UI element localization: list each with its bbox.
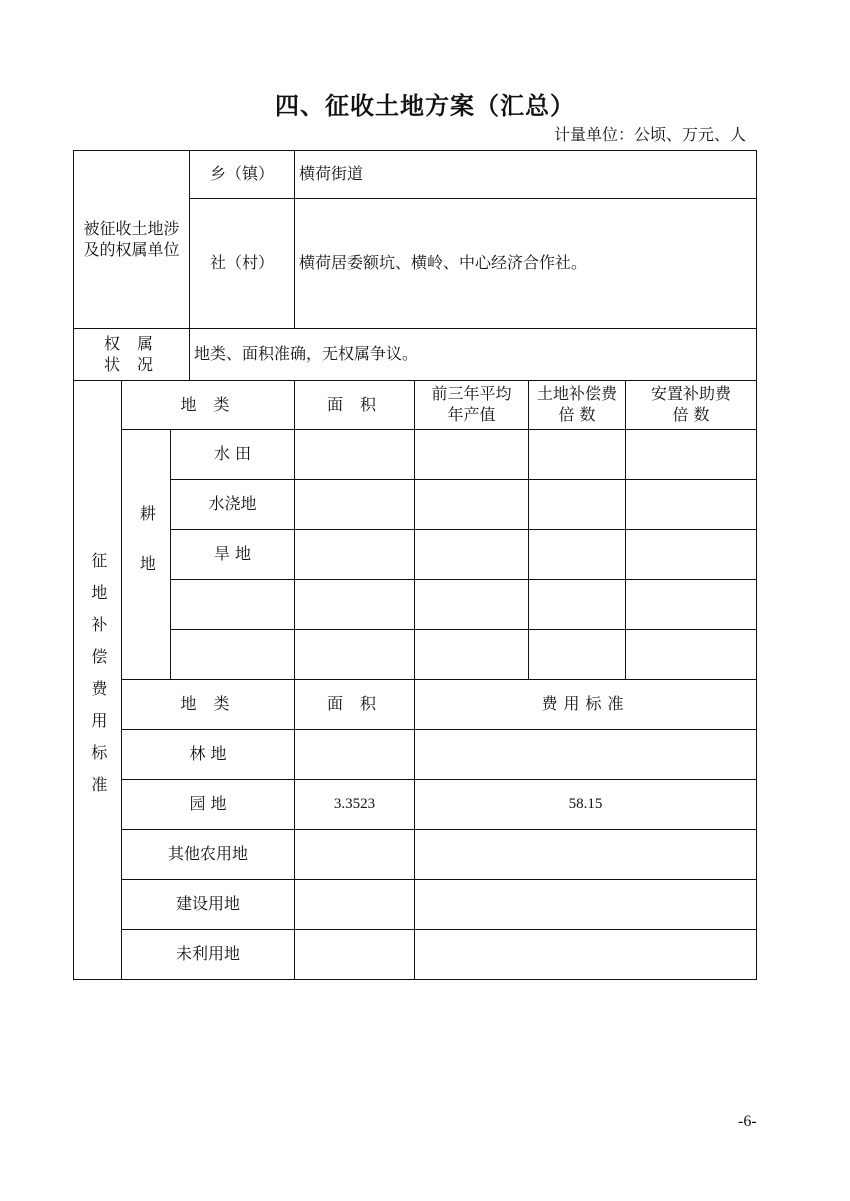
cultivated-group-label: 耕地 <box>137 504 157 605</box>
land-name: 园 地 <box>189 794 227 814</box>
ownership-status-value: 地类、面积准确，无权属争议。 <box>194 344 419 364</box>
land-name: 建设用地 <box>175 894 240 914</box>
avg-output-value <box>415 430 528 479</box>
measurement-unit: 计量单位：公顷、万元、人 <box>553 125 746 144</box>
ownership-section-label: 被征收土地涉及的权属单位 <box>83 218 180 259</box>
other-header-standard: 费用标准 <box>541 694 630 714</box>
standard-value <box>415 830 756 879</box>
avg-output-value <box>415 630 528 679</box>
header-land-multiplier: 土地补偿费倍 数 <box>536 384 617 424</box>
village-label: 社（村） <box>209 253 274 273</box>
town-label: 乡（镇） <box>209 164 274 184</box>
standard-value <box>415 730 756 779</box>
land-name <box>171 580 294 629</box>
resettle-mult-value <box>626 480 756 529</box>
area-value <box>295 430 414 479</box>
area-value <box>295 880 414 929</box>
village-value: 横荷居委额坑、横岭、中心经济合作社。 <box>299 253 588 273</box>
header-avg-output: 前三年平均年产值 <box>431 384 512 424</box>
land-mult-value <box>529 530 625 579</box>
land-name: 旱 地 <box>213 544 252 564</box>
avg-output-value <box>415 530 528 579</box>
standard-value <box>415 880 756 929</box>
standard-value <box>415 930 756 979</box>
land-mult-value <box>529 580 625 629</box>
resettle-mult-value <box>626 530 756 579</box>
land-mult-value <box>529 480 625 529</box>
page-number: -6- <box>738 1113 757 1130</box>
area-value: 3.3523 <box>333 795 376 812</box>
standard-value: 58.15 <box>568 795 603 812</box>
land-name <box>171 630 294 679</box>
avg-output-value <box>415 480 528 529</box>
header-resettle-multiplier: 安置补助费倍 数 <box>650 384 731 424</box>
land-name: 水浇地 <box>208 494 257 514</box>
town-value: 横荷街道 <box>299 164 364 184</box>
other-header-area: 面 积 <box>326 694 383 714</box>
other-header-land-type: 地 类 <box>180 694 236 714</box>
compensation-section-label: 征地补偿费用标准 <box>88 552 108 808</box>
area-value <box>295 580 414 629</box>
area-value <box>295 480 414 529</box>
ownership-status-label: 权 属 状 况 <box>103 333 160 374</box>
resettle-mult-value <box>626 630 756 679</box>
land-mult-value <box>529 630 625 679</box>
area-value <box>295 630 414 679</box>
area-value <box>295 730 414 779</box>
land-name: 未利用地 <box>175 944 240 964</box>
land-name: 林 地 <box>189 744 227 764</box>
page-title: 四、征收土地方案（汇总） <box>275 92 575 120</box>
land-name: 水 田 <box>213 444 252 464</box>
area-value <box>295 930 414 979</box>
header-land-type: 地 类 <box>180 394 236 414</box>
resettle-mult-value <box>626 430 756 479</box>
header-area: 面 积 <box>326 394 383 414</box>
land-name: 其他农用地 <box>167 844 248 864</box>
area-value <box>295 530 414 579</box>
avg-output-value <box>415 580 528 629</box>
area-value <box>295 830 414 879</box>
land-mult-value <box>529 430 625 479</box>
resettle-mult-value <box>626 580 756 629</box>
